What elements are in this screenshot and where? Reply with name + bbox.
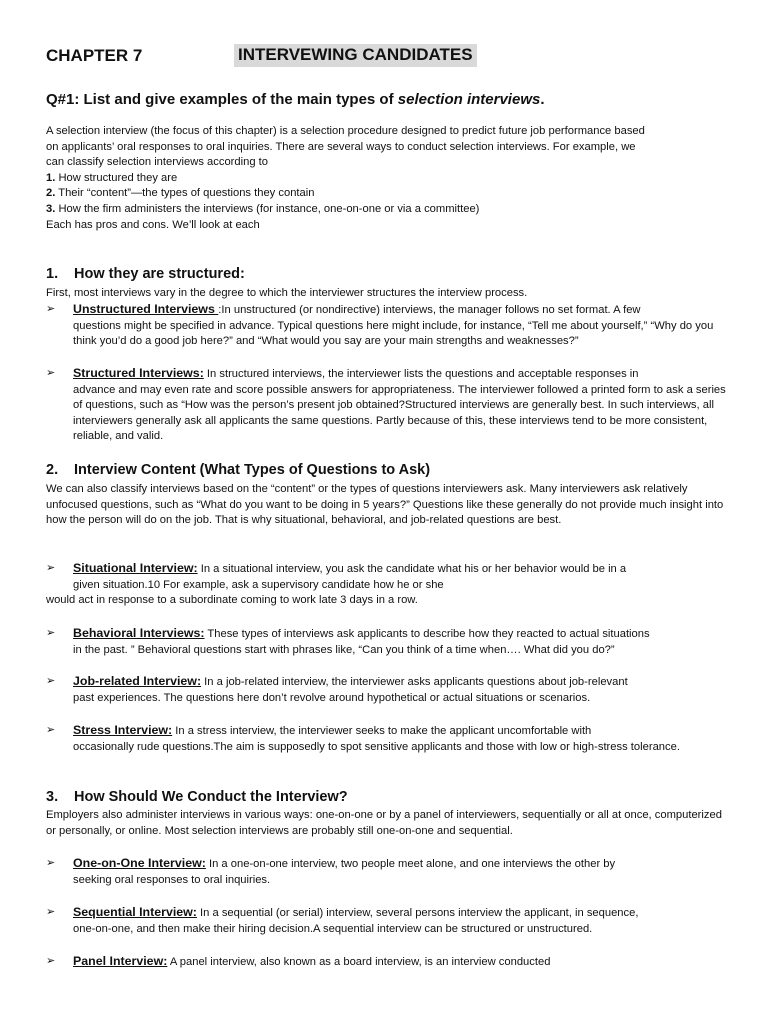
- bullet-item: [46, 674, 726, 706]
- bullet-term: Sequential Interview:: [73, 905, 197, 919]
- bullet-content: [73, 366, 726, 445]
- section-number: 2.: [46, 462, 59, 478]
- bullet-text: A panel interview, also known as a board interview, is an interview conducted: [167, 956, 551, 968]
- bullet-content: [73, 856, 726, 888]
- bullet-content: [73, 561, 726, 593]
- arrowhead-bullet-icon: ➢: [46, 562, 56, 574]
- arrowhead-bullet-icon: ➢: [46, 627, 56, 639]
- bullet-text-rest: past experiences. The questions here don’t revolve around hypothetical or actual situations or scenarios.: [73, 691, 591, 704]
- bullet-term: Situational Interview:: [73, 561, 198, 575]
- bullet-text-rest: occasionally rude questions.The aim is supposedly to spot sensitive applicants and those with low or high-stress tolerance.: [73, 740, 680, 753]
- bullet-text: In a stress interview, the interviewer seeks to make the applicant uncomfortable with: [172, 725, 592, 737]
- section-intro: Employers also administer interviews in various ways: one-on-one or by a panel of interviewers, sequentially or all at once, computerized or personally, or online. Most selection interviews are probably still one-on-one and sequential.: [46, 809, 722, 837]
- intro-line: A selection interview (the focus of this chapter) is a selection procedure designed to predict future job performance based: [46, 125, 645, 137]
- bullet-text: :In unstructured (or nondirective) interviews, the manager follows no set format. A few: [218, 304, 641, 316]
- section-title: How Should We Conduct the Interview?: [74, 789, 348, 805]
- bullet-content: [73, 905, 726, 937]
- bullet-text-rest: given situation.10 For example, ask a supervisory candidate how he or she: [73, 578, 444, 591]
- question-prefix: Q#1: List and give examples of the main types of: [46, 91, 398, 108]
- section-intro: First, most interviews vary in the degree to which the interviewer structures the interview process.: [46, 287, 528, 299]
- bullet-item: [46, 723, 726, 755]
- arrowhead-bullet-icon: ➢: [46, 724, 56, 736]
- section-heading-1: [46, 266, 245, 282]
- section-title: How they are structured:: [74, 266, 245, 282]
- bullet-term: Stress Interview:: [73, 723, 173, 737]
- intro-line: on applicants’ oral responses to oral inquiries. There are several ways to conduct selection interviews. For example, we: [46, 140, 636, 153]
- list-text: Their “content”—the types of questions they contain: [55, 187, 315, 200]
- bullet-overflow-line: would act in response to a subordinate coming to work late 3 days in a row.: [46, 594, 418, 607]
- bullet-text: In a situational interview, you ask the candidate what his or her behavior would be in a: [197, 563, 627, 575]
- bullet-content: [73, 674, 726, 706]
- bullet-term: Job-related Interview:: [73, 674, 202, 688]
- intro-line: can classify selection interviews according to: [46, 156, 268, 169]
- bullet-content: [73, 723, 726, 755]
- bullet-term: Panel Interview:: [73, 954, 168, 968]
- bullet-text-rest: seeking oral responses to oral inquiries.: [73, 873, 271, 886]
- bullet-text: In a sequential (or serial) interview, several persons interview the applicant, in sequence,: [196, 907, 639, 919]
- section-number: 1.: [46, 266, 59, 282]
- bullet-text-rest: questions might be specified in advance. Typical questions here might include, for instance, “Tell me about yourself,” “Why do you think you’d do a good job here?” and “What would you say are your main strengths and weaknesses?”: [73, 319, 714, 348]
- bullet-term: Structured Interviews:: [73, 366, 204, 380]
- bullet-item: [46, 856, 726, 888]
- arrowhead-bullet-icon: ➢: [46, 906, 56, 918]
- arrowhead-bullet-icon: ➢: [46, 857, 56, 869]
- question-heading: [46, 91, 545, 108]
- list-text: How the firm administers the interviews (for instance, one-on-one or via a committee): [55, 202, 480, 215]
- bullet-term: One-on-One Interview:: [73, 856, 206, 870]
- section-intro: We can also classify interviews based on the “content” or the types of questions interviewers ask. Many interviewers ask relatively unfocused questions, such as “What do you want to be doing in 5 years?” Questions like these generally do not provide much insight into how the person will do on the job. That is why situational, behavioral, and job-related questions are best.: [46, 483, 724, 527]
- bullet-term: Unstructured Interviews: [73, 302, 219, 316]
- arrowhead-bullet-icon: ➢: [46, 675, 56, 687]
- question-emphasis: selection interviews: [397, 91, 541, 108]
- intro-closing: Each has pros and cons. We’ll look at each: [46, 218, 260, 231]
- arrowhead-bullet-icon: ➢: [46, 303, 56, 315]
- intro-paragraph: [46, 124, 726, 233]
- bullet-text: In structured interviews, the interviewer lists the questions and acceptable responses in: [203, 368, 639, 380]
- bullet-item: [46, 626, 726, 658]
- intro-list-item: [46, 171, 726, 187]
- bullet-item: [46, 302, 726, 350]
- page-header: [46, 44, 726, 68]
- bullet-text-rest: advance and may even rate and score possible answers for appropriateness. The interviewer followed a printed form to ask a series of questions, such as “How was the person’s present job obtained?Structured interviews are generally best. In such interviews, all interviewers generally ask all applicants the same questions. Partly because of this, these interviews tend to be more consistent, reliable, and valid.: [73, 383, 726, 443]
- bullet-content: [73, 302, 726, 350]
- question-suffix: .: [540, 91, 545, 108]
- bullet-content: [73, 954, 726, 971]
- list-text: How structured they are: [55, 171, 178, 184]
- bullet-item: [46, 561, 726, 609]
- section-title: Interview Content (What Types of Questions to Ask): [74, 462, 431, 478]
- arrowhead-bullet-icon: ➢: [46, 955, 56, 967]
- list-number: 2.: [46, 187, 56, 200]
- arrowhead-bullet-icon: ➢: [46, 367, 56, 379]
- list-number: 3.: [46, 202, 56, 215]
- section-heading-2: [46, 462, 430, 478]
- bullet-text: These types of interviews ask applicants to describe how they reacted to actual situations: [204, 628, 650, 640]
- section-heading-3: [46, 789, 348, 805]
- bullet-text: In a job-related interview, the interviewer asks applicants questions about job-relevant: [201, 676, 628, 688]
- bullet-text-rest: in the past. ” Behavioral questions start with phrases like, “Can you think of a time when…. What did you do?”: [73, 643, 615, 656]
- list-number: 1.: [46, 171, 56, 184]
- section-number: 3.: [46, 789, 59, 805]
- chapter-title: INTERVEWING CANDIDATES: [234, 44, 477, 67]
- bullet-text: In a one-on-one interview, two people meet alone, and one interviews the other by: [205, 858, 616, 870]
- bullet-item: [46, 954, 726, 971]
- bullet-text-rest: one-on-one, and then make their hiring decision.A sequential interview can be structured or unstructured.: [73, 922, 593, 935]
- bullet-content: [73, 626, 726, 658]
- bullet-item: [46, 905, 726, 937]
- bullet-item: [46, 366, 726, 445]
- intro-list-item: [46, 202, 726, 218]
- intro-list-item: [46, 186, 726, 202]
- chapter-label: CHAPTER 7: [46, 46, 143, 65]
- bullet-term: Behavioral Interviews:: [73, 626, 205, 640]
